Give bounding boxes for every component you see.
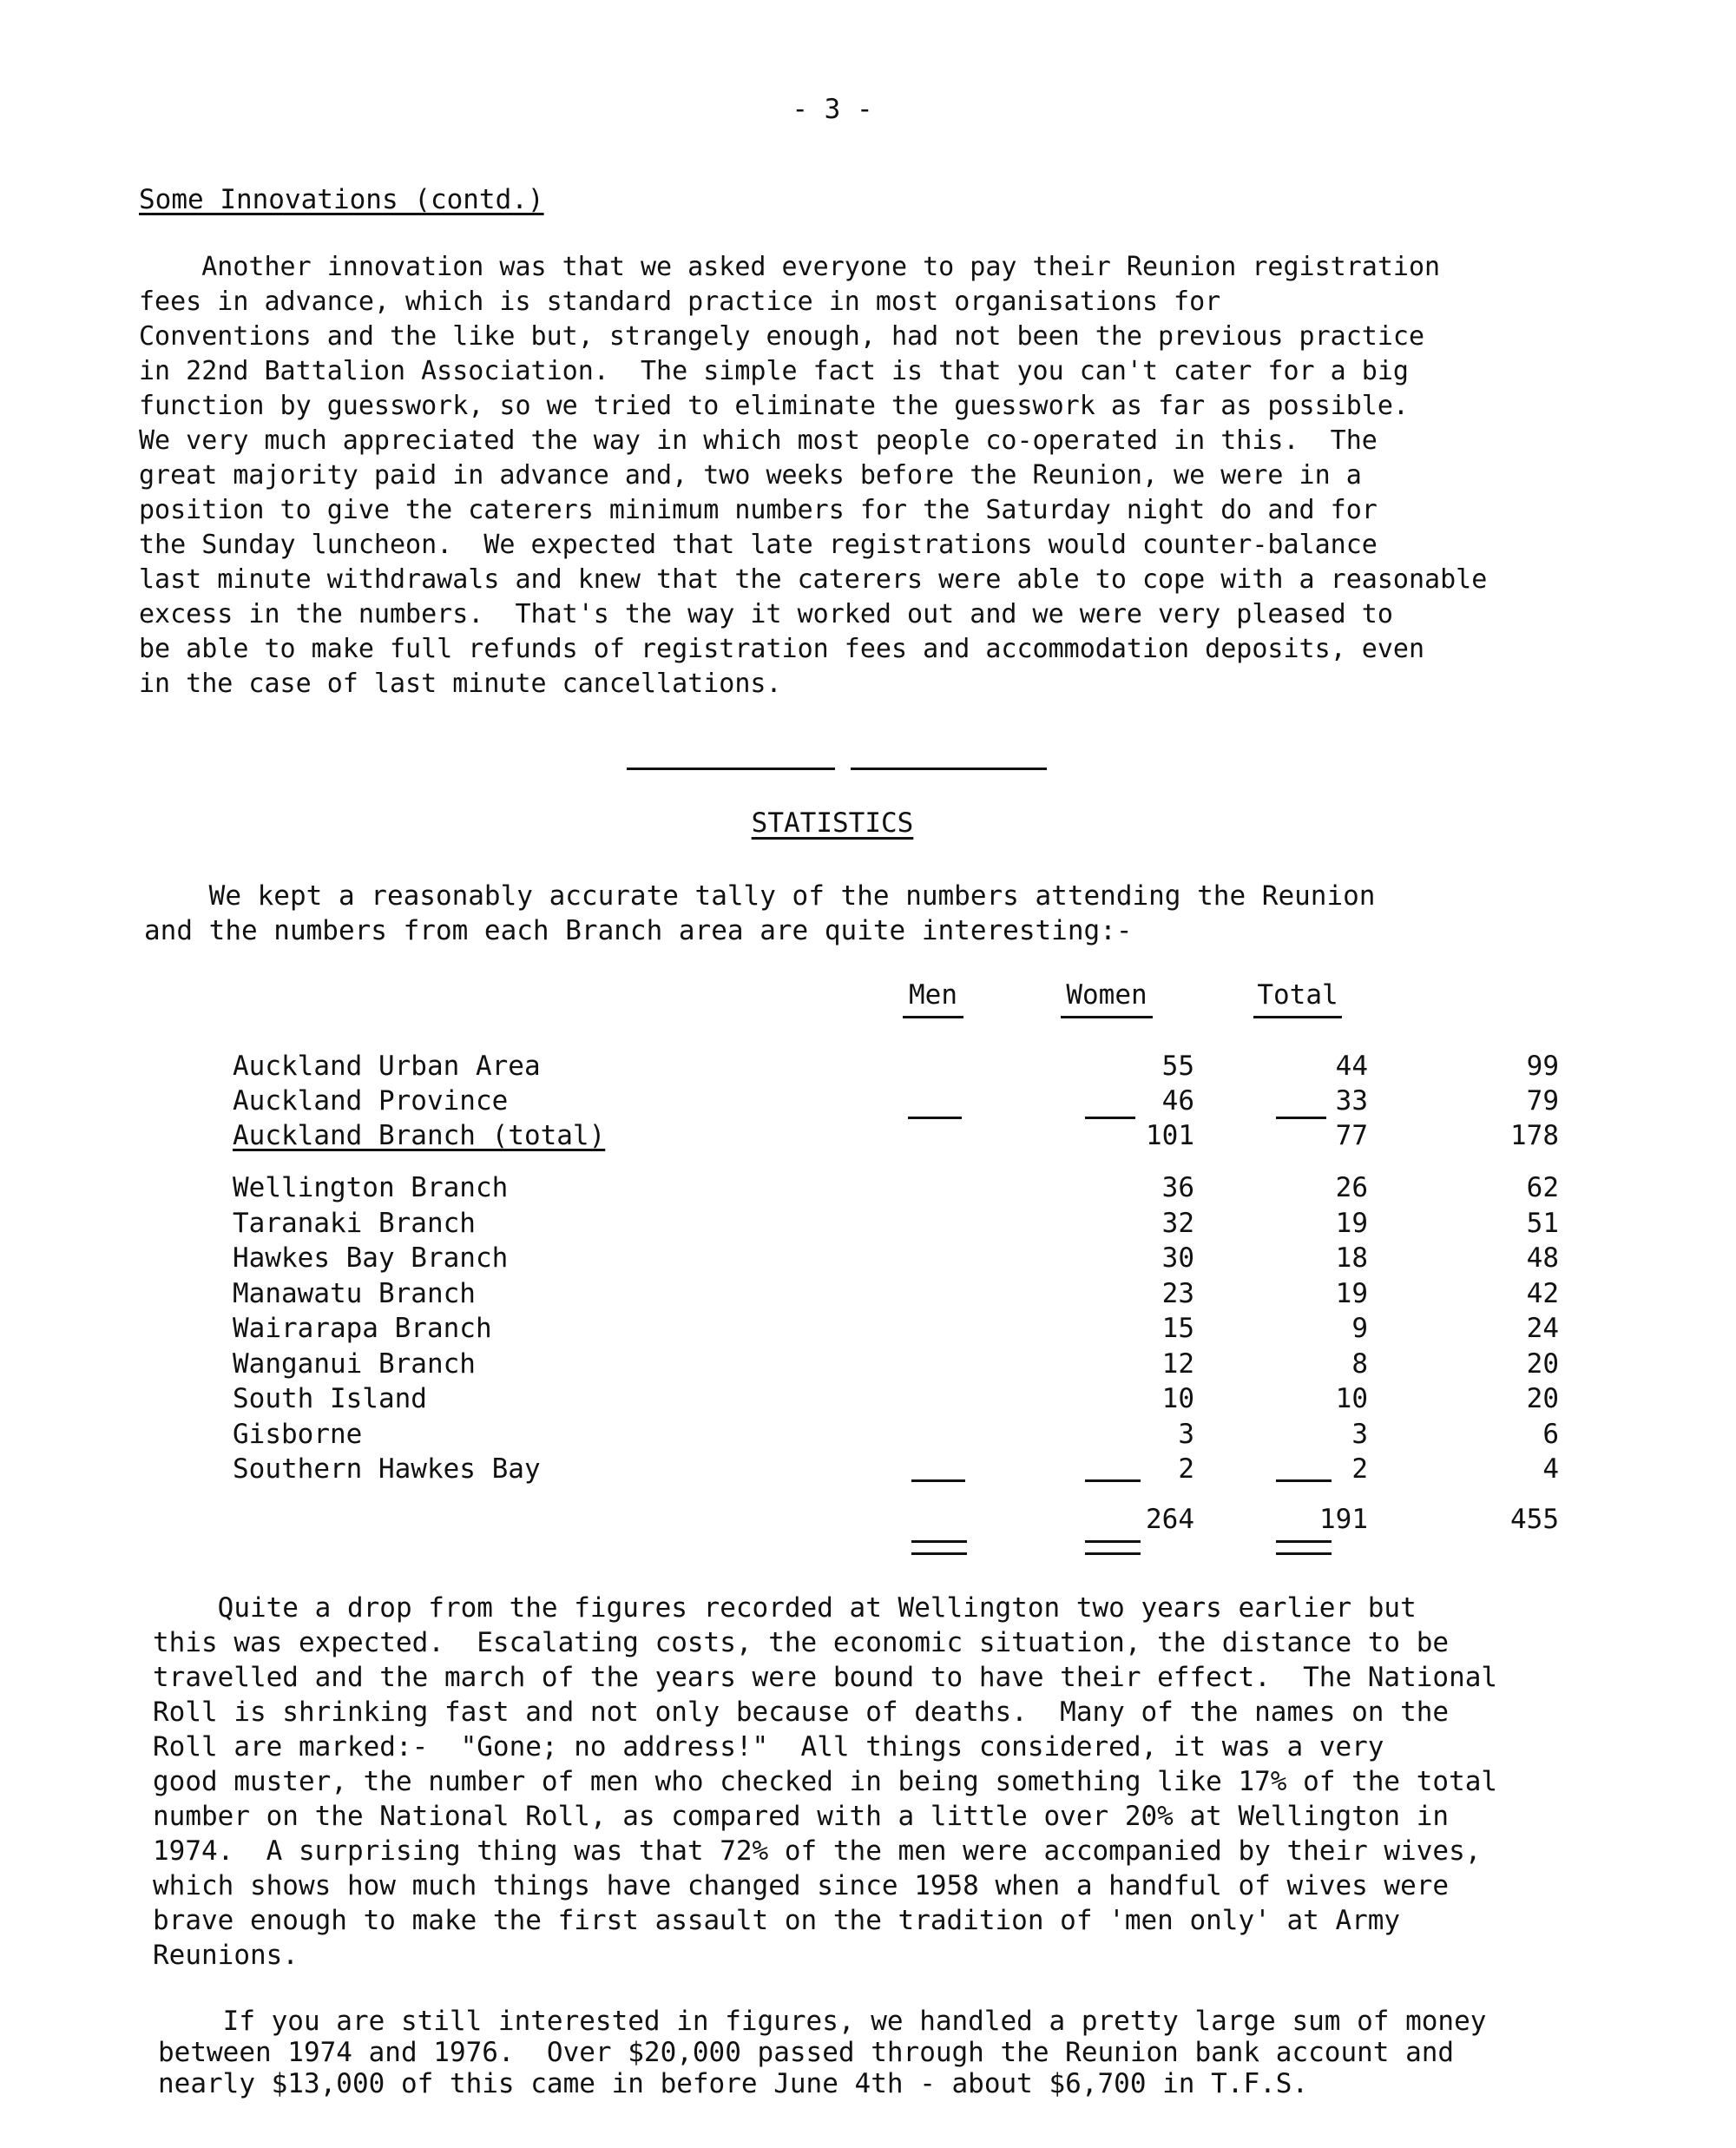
text-line: excess in the numbers. That's the way it worked out and we were very pleased to (139, 599, 1393, 629)
cell-total: 48 (1526, 1242, 1559, 1274)
text-line: this was expected. Escalating costs, the economic situation, the distance to be (153, 1627, 1450, 1658)
text-line: number on the National Roll, as compared with a little over 20% at Wellington in (153, 1801, 1450, 1832)
column-header-total: Total (1253, 979, 1342, 1018)
cell-total: 51 (1526, 1207, 1559, 1239)
text-line: brave enough to make the first assault on the tradition of 'men only' at Army (153, 1905, 1401, 1936)
column-header-men: Men (903, 979, 963, 1018)
cell-women: 9 (1351, 1313, 1368, 1344)
text-line: We very much appreciated the way in which most people co-operated in this. The (139, 425, 1378, 456)
cell-total: 42 (1526, 1277, 1559, 1309)
row-label: Southern Hawkes Bay (233, 1453, 541, 1485)
cell-total: 62 (1526, 1172, 1559, 1203)
grand-total-double-rule-total-2 (1276, 1552, 1332, 1555)
text-line: Conventions and the like but, strangely enough, had not been the previous practice (139, 321, 1425, 352)
table-row-auckland-total (233, 1120, 1559, 1155)
column-header-women: Women (1061, 979, 1153, 1018)
text-line: nearly $13,000 of this came in before June 4th - about $6,700 in T.F.S. (158, 2068, 1309, 2099)
table-row (233, 1418, 1559, 1453)
grand-total-double-rule-women-2 (1085, 1552, 1141, 1555)
row-label: Wairarapa Branch (233, 1313, 492, 1344)
cell-total: 24 (1526, 1313, 1559, 1344)
subtotal-rule-total (1276, 1117, 1326, 1119)
text-line: function by guesswork, so we tried to eliminate the guesswork as far as possible. (139, 391, 1409, 421)
cell-women: 33 (1335, 1085, 1368, 1117)
cell-women: 44 (1335, 1051, 1368, 1082)
text-line: good muster, the number of men who checked in being something like 17% of the total (153, 1766, 1498, 1797)
table-row-grand-total (233, 1504, 1559, 1539)
text-line: in the case of last minute cancellations. (139, 669, 782, 699)
text-line: position to give the caterers minimum numbers for the Saturday night do and for (139, 495, 1378, 525)
cell-women: 18 (1335, 1242, 1368, 1274)
text-line: and the numbers from each Branch area are quite interesting:- (144, 915, 1133, 946)
divider-right (851, 768, 1047, 770)
table-row (233, 1051, 1559, 1085)
cell-total: 6 (1542, 1418, 1559, 1450)
text-line: which shows how much things have changed since 1958 when a handful of wives were (153, 1870, 1450, 1901)
table-row (233, 1242, 1559, 1277)
table-row (233, 1347, 1559, 1383)
paragraph-finances (158, 2006, 1486, 2099)
cell-men: 15 (1161, 1313, 1194, 1344)
table-row (233, 1313, 1559, 1347)
row-label: Hawkes Bay Branch (233, 1242, 509, 1274)
text-line: Reunions. (153, 1940, 299, 1971)
grand-total-double-rule-total (1276, 1540, 1332, 1543)
cell-men: 101 (1146, 1120, 1194, 1151)
cell-total: 4 (1542, 1453, 1559, 1485)
cell-women: 3 (1351, 1418, 1368, 1450)
cell-women: 19 (1335, 1207, 1368, 1239)
row-label: Manawatu Branch (233, 1277, 476, 1309)
subtotal-rule-women (1085, 1117, 1135, 1119)
cell-men: 3 (1178, 1418, 1194, 1450)
grand-total-double-rule-women (1085, 1540, 1141, 1543)
cell-women: 26 (1335, 1172, 1368, 1203)
row-label: Auckland Urban Area (233, 1051, 541, 1082)
table-row (233, 1207, 1559, 1242)
paragraph-statistics-intro (144, 879, 1375, 948)
cell-men: 32 (1161, 1207, 1194, 1239)
text-line: If you are still interested in figures, we handled a pretty large sum of money (158, 2006, 1487, 2037)
paragraph-analysis (153, 1591, 1497, 1973)
table-row (233, 1383, 1559, 1418)
total-rule-men (911, 1479, 965, 1482)
text-line: travelled and the march of the years were bound to have their effect. The National (153, 1662, 1498, 1693)
cell-total: 99 (1526, 1051, 1559, 1082)
cell-men: 36 (1161, 1172, 1194, 1203)
cell-women: 8 (1351, 1347, 1368, 1380)
page-number: - 3 - (792, 94, 873, 125)
table-row (233, 1085, 1559, 1120)
cell-men: 10 (1161, 1383, 1194, 1414)
cell-total: 20 (1526, 1347, 1559, 1380)
grand-total-double-rule-men (911, 1540, 967, 1543)
text-line: be able to make full refunds of registration fees and accommodation deposits, even (139, 634, 1425, 664)
text-line: 1974. A surprising thing was that 72% of the men were accompanied by their wives, (153, 1835, 1482, 1867)
cell-men: 46 (1161, 1085, 1194, 1117)
cell-men: 55 (1161, 1051, 1194, 1082)
text-line: the Sunday luncheon. We expected that late registrations would counter-balance (139, 530, 1378, 560)
text-line: We kept a reasonably accurate tally of the numbers attending the Reunion (144, 880, 1376, 912)
text-line: Roll are marked:- "Gone; no address!" All things considered, it was a very (153, 1731, 1384, 1763)
cell-women: 10 (1335, 1383, 1368, 1414)
row-label: Auckland Branch (total) (233, 1120, 606, 1151)
table-row (233, 1277, 1559, 1313)
text-line: in 22nd Battalion Association. The simple fact is that you can't cater for a big (139, 356, 1409, 386)
table-row (233, 1453, 1559, 1488)
row-label: Wellington Branch (233, 1172, 509, 1203)
text-line: fees in advance, which is standard practice in most organisations for (139, 287, 1221, 317)
cell-men: 23 (1161, 1277, 1194, 1309)
cell-total: 455 (1510, 1504, 1559, 1535)
cell-total: 79 (1526, 1085, 1559, 1117)
text-line: last minute withdrawals and knew that the caterers were able to cope with a reasonable (139, 564, 1488, 595)
row-label: Wanganui Branch (233, 1347, 476, 1380)
total-rule-women (1085, 1479, 1141, 1482)
grand-total-double-rule-men-2 (911, 1552, 967, 1555)
statistics-heading: STATISTICS (751, 807, 914, 839)
row-label: Gisborne (233, 1418, 363, 1450)
cell-men: 2 (1178, 1453, 1194, 1485)
cell-total: 178 (1510, 1120, 1559, 1151)
text-line: great majority paid in advance and, two weeks before the Reunion, we were in a (139, 460, 1362, 491)
cell-women: 19 (1335, 1277, 1368, 1309)
table-row (233, 1172, 1559, 1207)
text-line: between 1974 and 1976. Over $20,000 passed through the Reunion bank account and (158, 2037, 1455, 2068)
text-line: Quite a drop from the figures recorded at Wellington two years earlier but (153, 1592, 1417, 1624)
text-line: Roll is shrinking fast and not only because of deaths. Many of the names on the (153, 1697, 1450, 1728)
text-line: Another innovation was that we asked everyone to pay their Reunion registration (139, 252, 1441, 282)
row-label: Taranaki Branch (233, 1207, 476, 1239)
subtotal-rule-men (908, 1117, 962, 1119)
total-rule-total (1276, 1479, 1332, 1482)
cell-women: 77 (1335, 1120, 1368, 1151)
section-heading: Some Innovations (contd.) (139, 184, 544, 215)
cell-women: 191 (1319, 1504, 1368, 1535)
cell-total: 20 (1526, 1383, 1559, 1414)
divider-left (627, 768, 835, 770)
row-label: Auckland Province (233, 1085, 509, 1117)
cell-men: 264 (1146, 1504, 1194, 1535)
paragraph-registration-fees (139, 250, 1487, 702)
cell-women: 2 (1351, 1453, 1368, 1485)
row-label: South Island (233, 1383, 427, 1414)
cell-men: 30 (1161, 1242, 1194, 1274)
cell-men: 12 (1161, 1347, 1194, 1380)
